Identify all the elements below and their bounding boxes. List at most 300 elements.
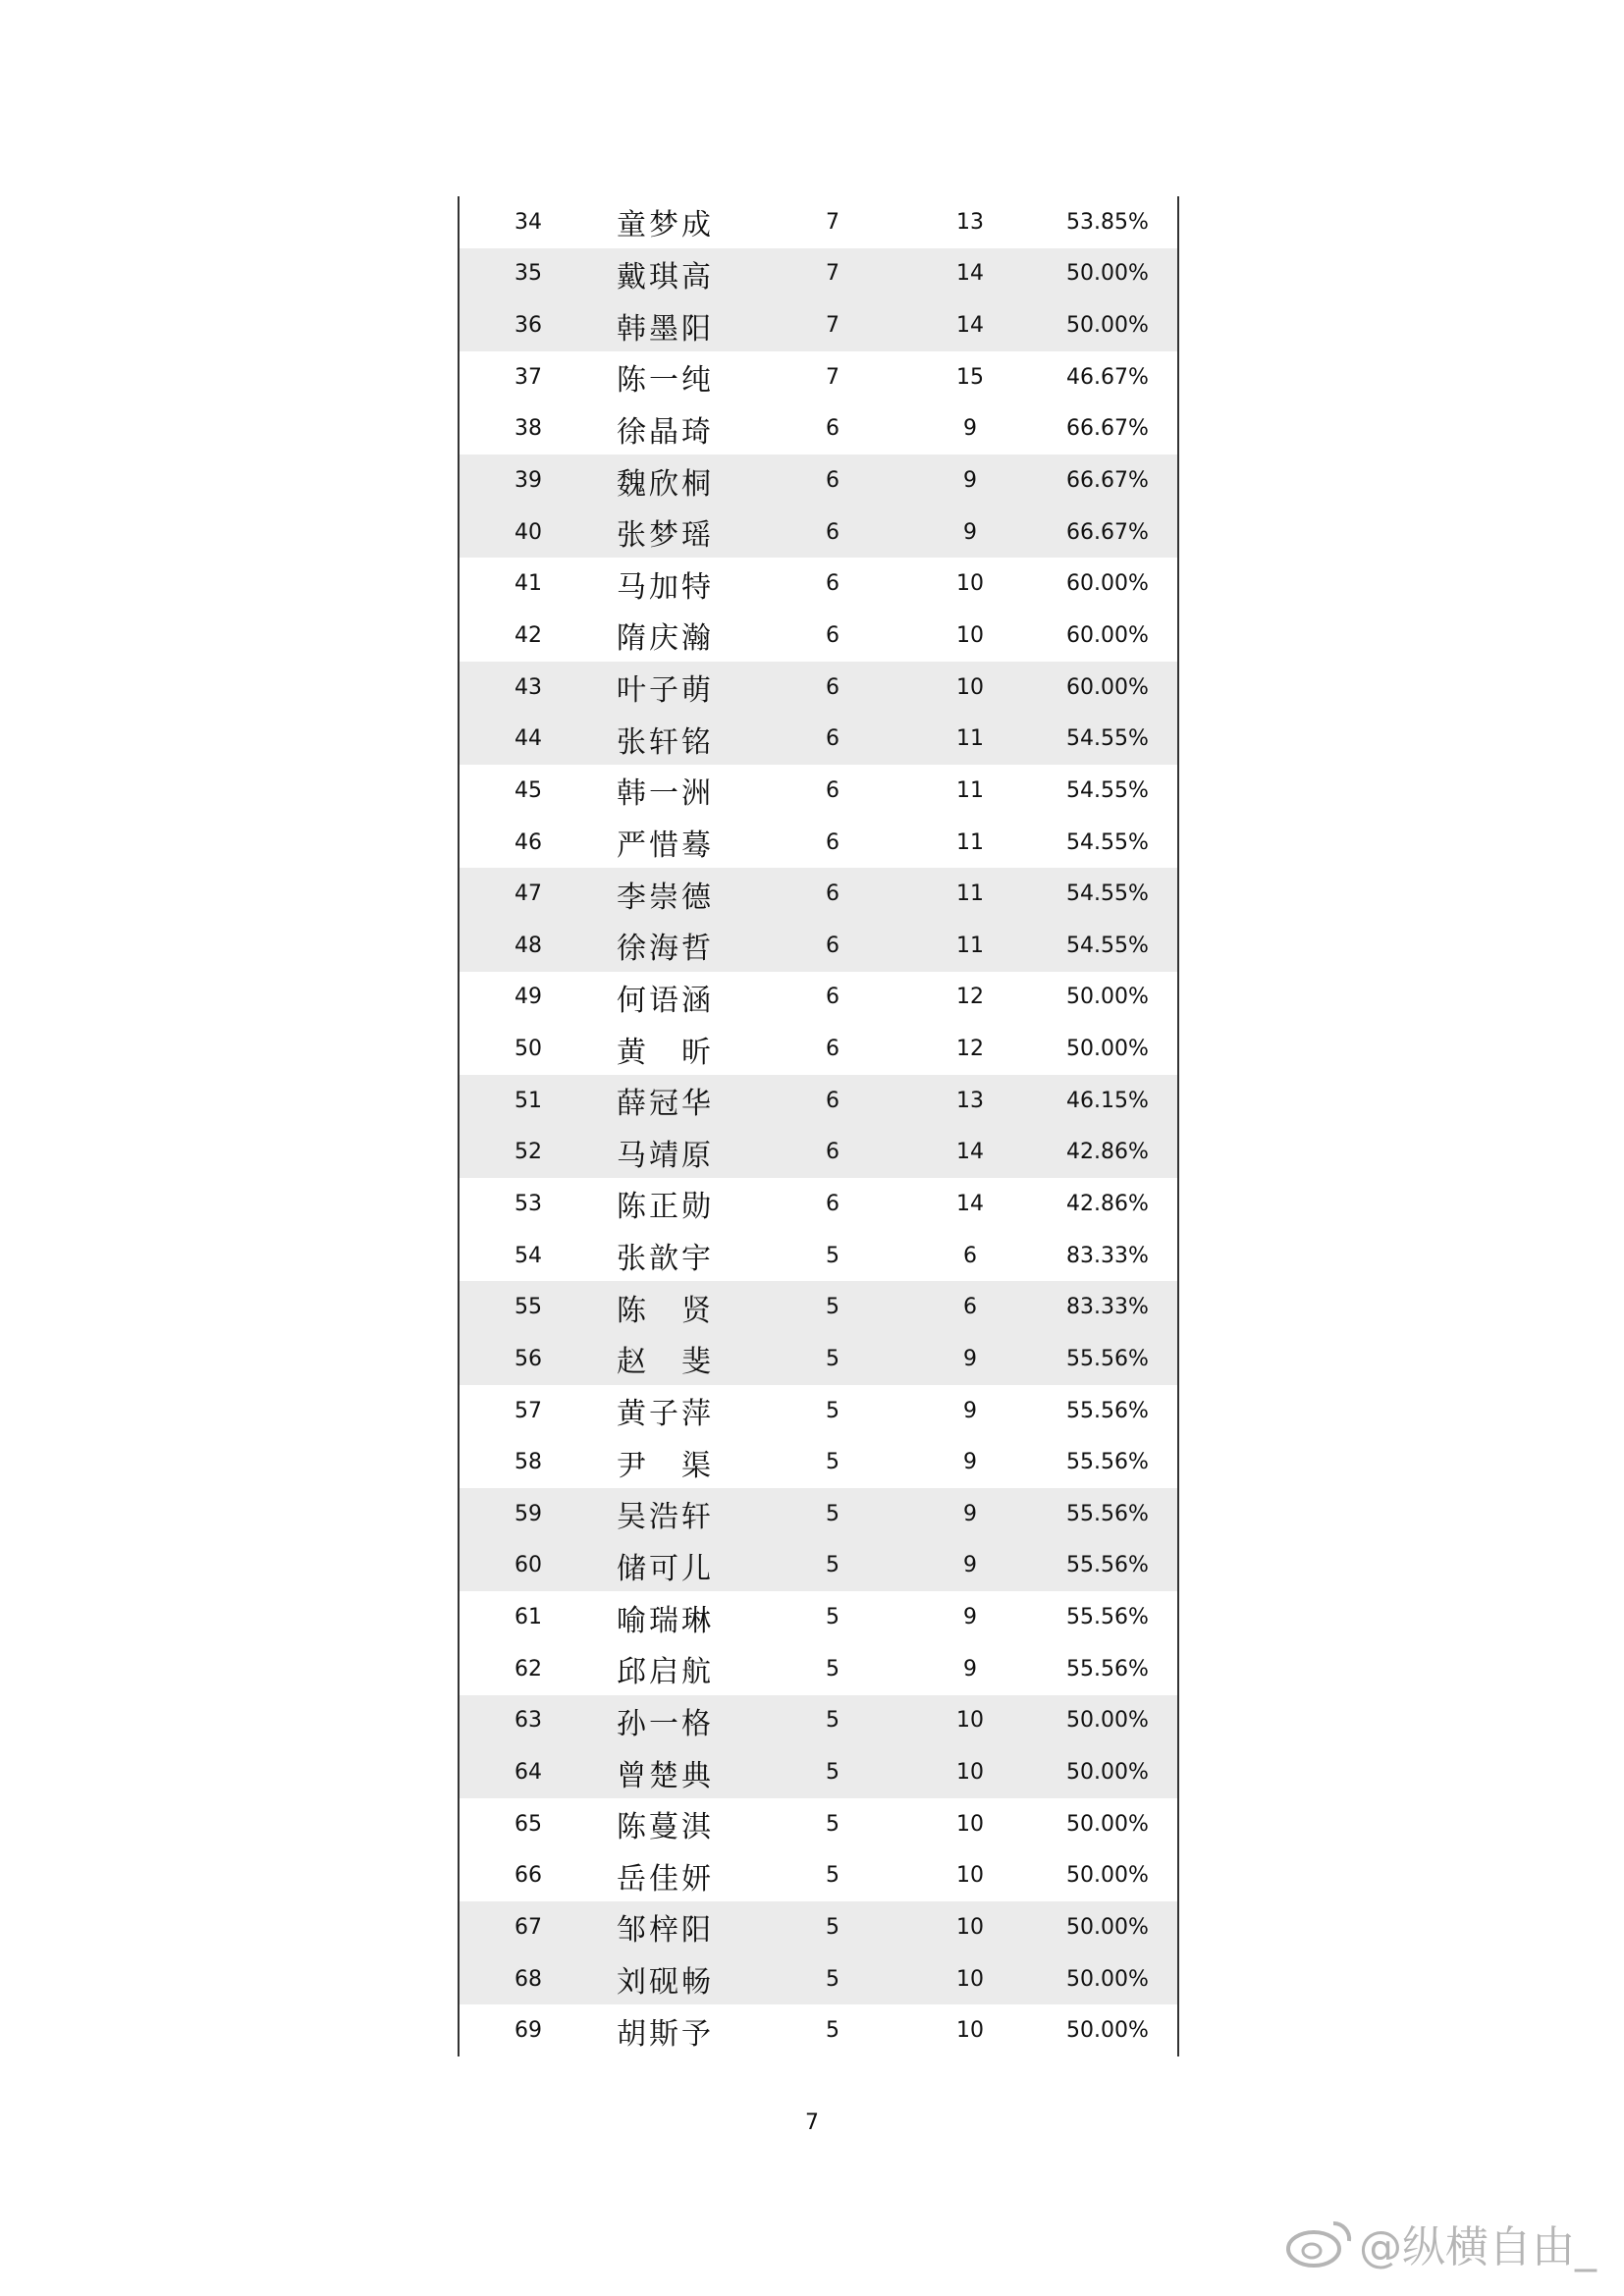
rate-cell-text: 50.00%	[1066, 1914, 1149, 1940]
games-cell-text: 9	[963, 1656, 977, 1682]
rate-cell-text: 55.56%	[1066, 1450, 1149, 1475]
rank-cell-text: 59	[514, 1501, 542, 1526]
wins-cell	[793, 1347, 872, 1371]
games-cell-text: 14	[956, 313, 984, 339]
rank-cell-text: 51	[514, 1088, 542, 1113]
wins-cell	[793, 261, 872, 286]
rank-cell	[489, 1399, 568, 1423]
table-row	[460, 248, 1177, 300]
table-row	[460, 1746, 1177, 1798]
rate-cell	[1049, 1657, 1166, 1682]
rate-cell-text: 55.56%	[1066, 1346, 1149, 1371]
wins-cell	[793, 675, 872, 700]
name-cell-text: 薛冠华	[617, 1087, 711, 1122]
rank-cell	[489, 623, 568, 648]
rate-cell-text: 83.33%	[1066, 1295, 1149, 1320]
name-cell-text: 黄昕	[617, 1035, 711, 1070]
rank-cell	[489, 1347, 568, 1371]
games-cell-text: 11	[956, 829, 984, 855]
wins-cell	[793, 1450, 872, 1474]
table-row	[460, 713, 1177, 765]
table-row	[460, 454, 1177, 507]
wins-cell-text: 5	[826, 1243, 839, 1268]
games-cell-text: 10	[956, 1760, 984, 1786]
table-row	[460, 920, 1177, 972]
rank-cell-text: 43	[514, 674, 542, 700]
games-cell	[931, 1760, 1009, 1785]
rate-cell-text: 54.55%	[1066, 881, 1149, 907]
rank-cell-text: 41	[514, 571, 542, 597]
rate-cell-text: 55.56%	[1066, 1656, 1149, 1682]
rate-cell-text: 60.00%	[1066, 571, 1149, 597]
games-cell-text: 13	[956, 209, 984, 235]
rate-cell-text: 54.55%	[1066, 726, 1149, 752]
wins-cell	[793, 1502, 872, 1526]
games-cell-text: 11	[956, 881, 984, 907]
name-cell-text: 隋庆瀚	[617, 621, 711, 657]
rate-cell	[1049, 468, 1166, 493]
watermark-text: @纵横自由_	[1359, 2222, 1597, 2272]
wins-cell	[793, 830, 872, 855]
name-cell	[617, 1647, 754, 1690]
wins-cell	[793, 1244, 872, 1268]
wins-cell-text: 6	[826, 933, 839, 958]
games-cell	[931, 468, 1009, 493]
games-cell	[931, 1140, 1009, 1164]
rate-cell-text: 54.55%	[1066, 777, 1149, 803]
rank-cell	[489, 468, 568, 493]
rate-cell	[1049, 1812, 1166, 1837]
wins-cell	[793, 1605, 872, 1629]
wins-cell	[793, 1089, 872, 1113]
wins-cell	[793, 571, 872, 596]
name-cell	[617, 304, 754, 347]
table-row	[460, 817, 1177, 869]
name-cell	[617, 821, 754, 864]
rank-cell	[489, 520, 568, 545]
rank-cell-text: 40	[514, 519, 542, 545]
rate-cell	[1049, 365, 1166, 390]
name-cell-text: 张轩铭	[617, 724, 711, 760]
rate-cell-text: 46.67%	[1066, 364, 1149, 390]
rank-cell	[489, 881, 568, 906]
table-row	[460, 1178, 1177, 1230]
rate-cell	[1049, 261, 1166, 286]
games-cell	[931, 1450, 1009, 1474]
name-cell	[617, 1182, 754, 1225]
rank-cell	[489, 261, 568, 286]
wins-cell-text: 7	[826, 209, 839, 235]
games-cell	[931, 1502, 1009, 1526]
games-cell-text: 10	[956, 1966, 984, 1992]
name-cell-text: 孙一格	[617, 1706, 711, 1741]
wins-cell-text: 6	[826, 1191, 839, 1216]
rank-cell	[489, 210, 568, 235]
rate-cell	[1049, 1295, 1166, 1319]
wins-cell	[793, 365, 872, 390]
rate-cell	[1049, 881, 1166, 906]
name-cell	[617, 873, 754, 916]
rate-cell	[1049, 1037, 1166, 1061]
rate-cell	[1049, 210, 1166, 235]
rank-cell-text: 66	[514, 1863, 542, 1889]
table-row	[460, 196, 1177, 248]
games-cell	[931, 1863, 1009, 1888]
wins-cell-text: 7	[826, 261, 839, 287]
wins-cell	[793, 1708, 872, 1733]
wins-cell	[793, 778, 872, 803]
rate-cell-text: 50.00%	[1066, 1966, 1149, 1992]
rank-cell	[489, 1967, 568, 1992]
games-cell-text: 10	[956, 1914, 984, 1940]
wins-cell	[793, 1915, 872, 1940]
name-cell-text: 赵斐	[617, 1345, 711, 1380]
name-cell-text: 吴浩轩	[617, 1500, 711, 1535]
games-cell	[931, 313, 1009, 338]
games-cell	[931, 934, 1009, 958]
rank-cell	[489, 1863, 568, 1888]
name-cell	[617, 1544, 754, 1587]
name-cell-text: 储可儿	[617, 1551, 711, 1586]
rank-cell	[489, 1812, 568, 1837]
rate-cell-text: 55.56%	[1066, 1398, 1149, 1423]
wins-cell	[793, 1553, 872, 1577]
rank-cell	[489, 416, 568, 441]
name-cell	[617, 2009, 754, 2053]
rank-cell	[489, 2018, 568, 2043]
games-cell	[931, 1708, 1009, 1733]
name-cell	[617, 666, 754, 709]
rank-cell-text: 62	[514, 1656, 542, 1682]
table-row	[460, 868, 1177, 920]
rate-cell	[1049, 1347, 1166, 1371]
table-row	[460, 765, 1177, 817]
rate-cell	[1049, 520, 1166, 545]
table-row	[460, 1436, 1177, 1488]
name-cell	[617, 1492, 754, 1535]
games-cell	[931, 210, 1009, 235]
name-cell-text: 陈一纯	[617, 363, 711, 399]
games-cell-text: 10	[956, 674, 984, 700]
name-cell-text: 陈正勋	[617, 1190, 711, 1225]
name-cell-text: 刘砚畅	[617, 1965, 711, 2001]
games-cell	[931, 365, 1009, 390]
rank-cell	[489, 1295, 568, 1319]
table-row	[460, 1591, 1177, 1643]
wins-cell-text: 6	[826, 777, 839, 803]
name-cell	[617, 1079, 754, 1122]
wins-cell-text: 6	[826, 519, 839, 545]
name-cell-text: 韩一洲	[617, 776, 711, 812]
rate-cell-text: 46.15%	[1066, 1088, 1149, 1113]
wins-cell-text: 6	[826, 829, 839, 855]
rate-cell-text: 55.56%	[1066, 1501, 1149, 1526]
rank-cell-text: 56	[514, 1346, 542, 1371]
games-cell	[931, 1347, 1009, 1371]
rate-cell-text: 42.86%	[1066, 1191, 1149, 1216]
name-cell	[617, 1234, 754, 1277]
table-row	[460, 299, 1177, 351]
name-cell-text: 严惜蓦	[617, 828, 711, 863]
games-cell-text: 9	[963, 416, 977, 442]
games-cell-text: 10	[956, 1811, 984, 1837]
games-cell	[931, 1812, 1009, 1837]
wins-cell	[793, 985, 872, 1009]
rate-cell-text: 60.00%	[1066, 674, 1149, 700]
games-cell-text: 14	[956, 1191, 984, 1216]
rank-cell	[489, 1192, 568, 1216]
wins-cell-text: 6	[826, 1037, 839, 1062]
rank-cell	[489, 571, 568, 596]
name-cell	[617, 252, 754, 295]
games-cell	[931, 1192, 1009, 1216]
name-cell-text: 张梦瑶	[617, 518, 711, 554]
games-cell	[931, 1244, 1009, 1268]
table-row	[460, 1695, 1177, 1747]
rate-cell	[1049, 313, 1166, 338]
wins-cell	[793, 313, 872, 338]
rate-cell	[1049, 1708, 1166, 1733]
rank-cell-text: 38	[514, 416, 542, 442]
rate-cell-text: 50.00%	[1066, 313, 1149, 339]
rate-cell	[1049, 623, 1166, 648]
wins-cell-text: 6	[826, 674, 839, 700]
table-row	[460, 1643, 1177, 1695]
games-cell	[931, 416, 1009, 441]
table-row	[460, 1540, 1177, 1592]
rank-cell-text: 44	[514, 726, 542, 752]
games-cell-text: 9	[963, 1501, 977, 1526]
wins-cell-text: 6	[826, 726, 839, 752]
games-cell	[931, 1967, 1009, 1992]
games-cell-text: 13	[956, 1088, 984, 1113]
name-cell-text: 戴琪高	[617, 259, 711, 294]
wins-cell-text: 5	[826, 1811, 839, 1837]
rank-cell	[489, 1244, 568, 1268]
games-cell-text: 15	[956, 364, 984, 390]
rank-cell-text: 53	[514, 1191, 542, 1216]
table-row	[460, 2004, 1177, 2056]
rank-cell-text: 36	[514, 313, 542, 339]
wins-cell-text: 6	[826, 1088, 839, 1113]
rank-cell-text: 55	[514, 1295, 542, 1320]
rate-cell	[1049, 416, 1166, 441]
name-cell-text: 陈贤	[617, 1293, 711, 1328]
wins-cell	[793, 623, 872, 648]
table-row	[460, 1798, 1177, 1850]
games-cell	[931, 520, 1009, 545]
games-cell	[931, 1295, 1009, 1319]
wins-cell	[793, 1192, 872, 1216]
games-cell	[931, 571, 1009, 596]
games-cell-text: 9	[963, 1553, 977, 1578]
name-cell	[617, 1131, 754, 1174]
wins-cell	[793, 1657, 872, 1682]
rate-cell-text: 55.56%	[1066, 1553, 1149, 1578]
wins-cell-text: 5	[826, 1398, 839, 1423]
wins-cell-text: 5	[826, 1914, 839, 1940]
name-cell-text: 喻瑞琳	[617, 1603, 711, 1638]
name-cell	[617, 459, 754, 503]
rank-cell-text: 58	[514, 1450, 542, 1475]
rank-cell-text: 42	[514, 622, 542, 648]
name-cell	[617, 1905, 754, 1949]
wins-cell-text: 5	[826, 1450, 839, 1475]
games-cell	[931, 1089, 1009, 1113]
rank-cell-text: 52	[514, 1140, 542, 1165]
table-row	[460, 1127, 1177, 1179]
rate-cell	[1049, 1915, 1166, 1940]
wins-cell-text: 6	[826, 985, 839, 1010]
wins-cell-text: 7	[826, 364, 839, 390]
wins-cell-text: 5	[826, 1295, 839, 1320]
rank-cell-text: 37	[514, 364, 542, 390]
rank-cell-text: 63	[514, 1708, 542, 1734]
table-row	[460, 1385, 1177, 1437]
rank-cell-text: 47	[514, 881, 542, 907]
rank-cell	[489, 1450, 568, 1474]
name-cell-text: 何语涵	[617, 983, 711, 1018]
name-cell-text: 黄子萍	[617, 1397, 711, 1432]
rank-cell-text: 50	[514, 1037, 542, 1062]
name-cell	[617, 200, 754, 243]
games-cell-text: 14	[956, 261, 984, 287]
name-cell	[617, 1441, 754, 1484]
games-cell	[931, 985, 1009, 1009]
rate-cell	[1049, 1399, 1166, 1423]
rate-cell-text: 55.56%	[1066, 1605, 1149, 1630]
name-cell-text: 尹渠	[617, 1448, 711, 1483]
rank-cell-text: 60	[514, 1553, 542, 1578]
rate-cell	[1049, 571, 1166, 596]
name-cell	[617, 1286, 754, 1329]
games-cell	[931, 1399, 1009, 1423]
wins-cell	[793, 2018, 872, 2043]
wins-cell-text: 5	[826, 1501, 839, 1526]
games-cell-text: 10	[956, 571, 984, 597]
rank-cell	[489, 675, 568, 700]
rate-cell-text: 66.67%	[1066, 519, 1149, 545]
rate-cell-text: 54.55%	[1066, 829, 1149, 855]
games-cell	[931, 261, 1009, 286]
wins-cell-text: 5	[826, 1346, 839, 1371]
name-cell	[617, 1802, 754, 1845]
name-cell-text: 徐海哲	[617, 932, 711, 967]
games-cell-text: 14	[956, 1140, 984, 1165]
rate-cell-text: 53.85%	[1066, 209, 1149, 235]
watermark	[1284, 2212, 1597, 2274]
rank-cell-text: 34	[514, 209, 542, 235]
rate-cell-text: 42.86%	[1066, 1140, 1149, 1165]
name-cell	[617, 1751, 754, 1794]
wins-cell	[793, 726, 872, 751]
rank-cell	[489, 830, 568, 855]
name-cell	[617, 769, 754, 812]
rank-cell-text: 45	[514, 777, 542, 803]
rate-cell	[1049, 1089, 1166, 1113]
wins-cell	[793, 1037, 872, 1061]
rank-cell	[489, 985, 568, 1009]
name-cell-text: 徐晶琦	[617, 414, 711, 450]
rate-cell-text: 50.00%	[1066, 985, 1149, 1010]
rank-cell	[489, 934, 568, 958]
wins-cell	[793, 1812, 872, 1837]
rate-cell	[1049, 830, 1166, 855]
games-cell-text: 9	[963, 1450, 977, 1475]
wins-cell-text: 7	[826, 313, 839, 339]
name-cell-text: 曾楚典	[617, 1758, 711, 1793]
rank-cell-text: 65	[514, 1811, 542, 1837]
games-cell	[931, 2018, 1009, 2043]
wins-cell	[793, 416, 872, 441]
name-cell	[617, 510, 754, 554]
wins-cell-text: 5	[826, 2018, 839, 2044]
name-cell	[617, 355, 754, 399]
name-cell	[617, 976, 754, 1019]
rank-cell-text: 57	[514, 1398, 542, 1423]
rate-cell	[1049, 726, 1166, 751]
rate-cell	[1049, 1553, 1166, 1577]
games-cell-text: 10	[956, 1863, 984, 1889]
name-cell-text: 魏欣桐	[617, 466, 711, 502]
wins-cell-text: 6	[826, 881, 839, 907]
rate-cell	[1049, 2018, 1166, 2043]
name-cell	[617, 924, 754, 967]
name-cell	[617, 407, 754, 451]
wins-cell-text: 5	[826, 1863, 839, 1889]
wins-cell-text: 5	[826, 1760, 839, 1786]
wins-cell-text: 6	[826, 468, 839, 494]
rate-cell-text: 60.00%	[1066, 622, 1149, 648]
name-cell-text: 胡斯予	[617, 2016, 711, 2052]
rank-cell	[489, 1037, 568, 1061]
rate-cell-text: 50.00%	[1066, 1708, 1149, 1734]
name-cell-text: 叶子萌	[617, 673, 711, 709]
rank-cell-text: 39	[514, 468, 542, 494]
rank-cell	[489, 726, 568, 751]
rank-cell	[489, 1657, 568, 1682]
rate-cell-text: 50.00%	[1066, 1760, 1149, 1786]
games-cell-text: 11	[956, 726, 984, 752]
rate-cell	[1049, 778, 1166, 803]
table-row	[460, 1488, 1177, 1540]
table-row	[460, 1901, 1177, 1953]
rate-cell	[1049, 1967, 1166, 1992]
name-cell-text: 马加特	[617, 569, 711, 605]
games-cell-text: 9	[963, 1398, 977, 1423]
rate-cell	[1049, 985, 1166, 1009]
games-cell	[931, 881, 1009, 906]
wins-cell-text: 5	[826, 1656, 839, 1682]
name-cell-text: 童梦成	[617, 208, 711, 243]
table-row	[460, 1023, 1177, 1075]
table-row	[460, 1230, 1177, 1282]
table-row	[460, 507, 1177, 559]
name-cell	[617, 1699, 754, 1742]
rate-cell-text: 50.00%	[1066, 261, 1149, 287]
games-cell	[931, 1915, 1009, 1940]
wins-cell	[793, 1967, 872, 1992]
wins-cell-text: 5	[826, 1966, 839, 1992]
wins-cell	[793, 1140, 872, 1164]
rate-cell	[1049, 1192, 1166, 1216]
name-cell-text: 韩墨阳	[617, 311, 711, 347]
table-row	[460, 662, 1177, 714]
rank-cell	[489, 1760, 568, 1785]
games-cell	[931, 830, 1009, 855]
games-cell	[931, 1037, 1009, 1061]
games-cell	[931, 675, 1009, 700]
